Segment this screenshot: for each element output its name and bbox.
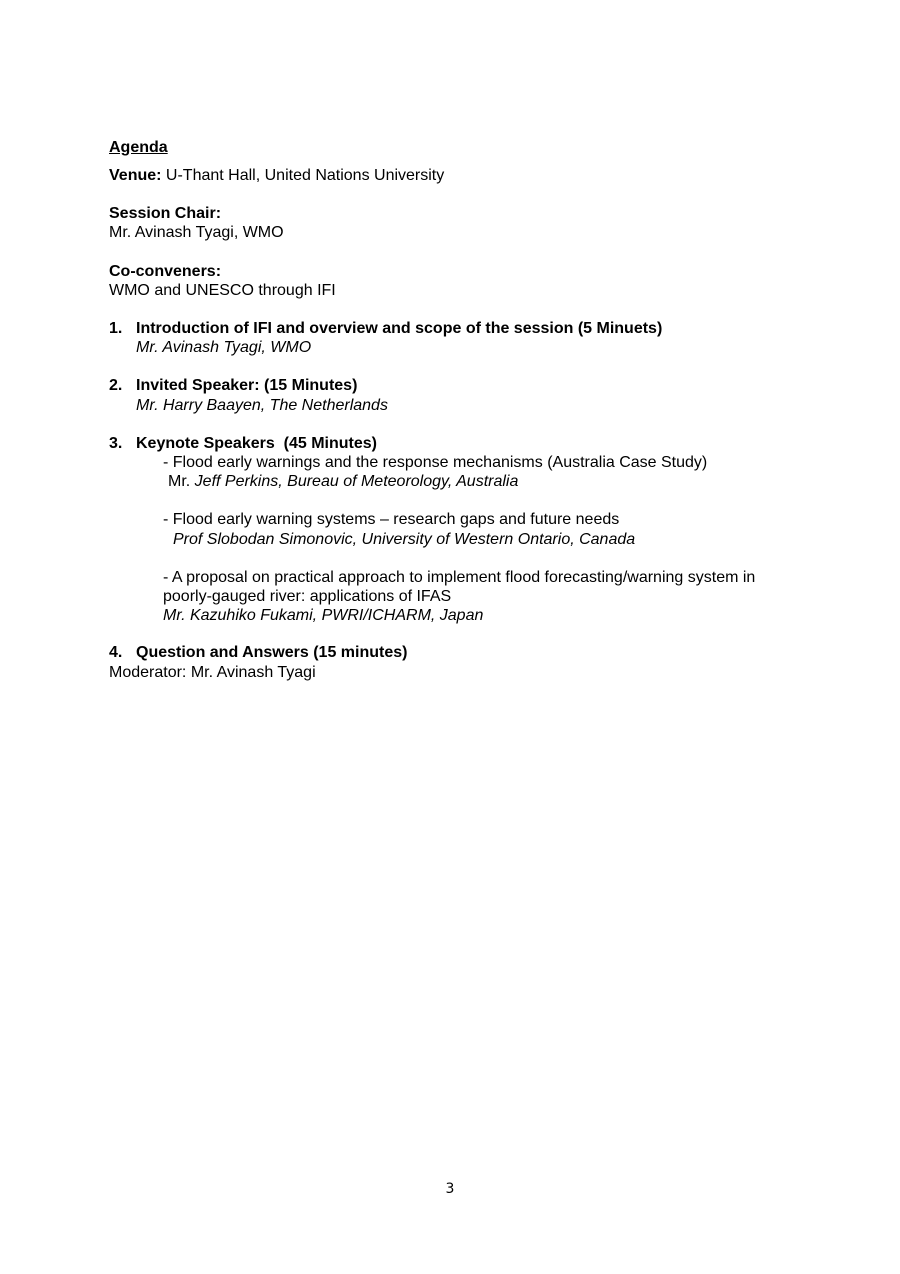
keynote-talk-1-title: - Flood early warnings and the response mechanisms (Australia Case Study) xyxy=(163,454,708,471)
co-conveners-label: Co-conveners: xyxy=(109,263,222,280)
keynote-talk-1-speaker-prefix: Mr. xyxy=(168,473,191,490)
co-conveners-value: WMO and UNESCO through IFI xyxy=(109,282,336,299)
agenda-item-1-speaker: Mr. Avinash Tyagi, WMO xyxy=(136,339,312,356)
agenda-item-3-title: Keynote Speakers (45 Minutes) xyxy=(136,435,377,452)
keynote-talk-1-speaker-line xyxy=(168,472,518,491)
agenda-item-1-number: 1. xyxy=(109,320,123,337)
keynote-talk-3-speaker: Mr. Kazuhiko Fukami, PWRI/ICHARM, Japan xyxy=(163,607,484,624)
keynote-talk-2-title: - Flood early warning systems – research gaps and future needs xyxy=(163,511,620,528)
agenda-item-2-title: Invited Speaker: (15 Minutes) xyxy=(136,377,358,394)
keynote-talk-3-title-line2: poorly-gauged river: applications of IFAS xyxy=(163,588,452,605)
agenda-item-4-number: 4. xyxy=(109,644,123,661)
agenda-item-2-number: 2. xyxy=(109,377,123,394)
agenda-item-4-moderator: Moderator: Mr. Avinash Tyagi xyxy=(109,664,316,681)
venue-label: Venue: xyxy=(109,167,162,184)
session-chair-value: Mr. Avinash Tyagi, WMO xyxy=(109,224,284,241)
agenda-item-1-title: Introduction of IFI and overview and scope of the session (5 Minuets) xyxy=(136,320,663,337)
page-number: 3 xyxy=(445,1181,455,1197)
agenda-item-4-title: Question and Answers (15 minutes) xyxy=(136,644,408,661)
keynote-talk-1-speaker: Jeff Perkins, Bureau of Meteorology, Australia xyxy=(194,473,519,490)
agenda-item-2-speaker: Mr. Harry Baayen, The Netherlands xyxy=(136,397,388,414)
session-chair-label: Session Chair: xyxy=(109,205,222,222)
venue-value: U-Thant Hall, United Nations University xyxy=(165,167,445,184)
keynote-talk-2-speaker: Prof Slobodan Simonovic, University of Western Ontario, Canada xyxy=(173,531,636,548)
agenda-item-3-number: 3. xyxy=(109,435,123,452)
agenda-heading: Agenda xyxy=(109,139,168,156)
venue-line xyxy=(109,166,444,185)
keynote-talk-3-title-line1: - A proposal on practical approach to implement flood forecasting/warning system in xyxy=(163,569,756,586)
